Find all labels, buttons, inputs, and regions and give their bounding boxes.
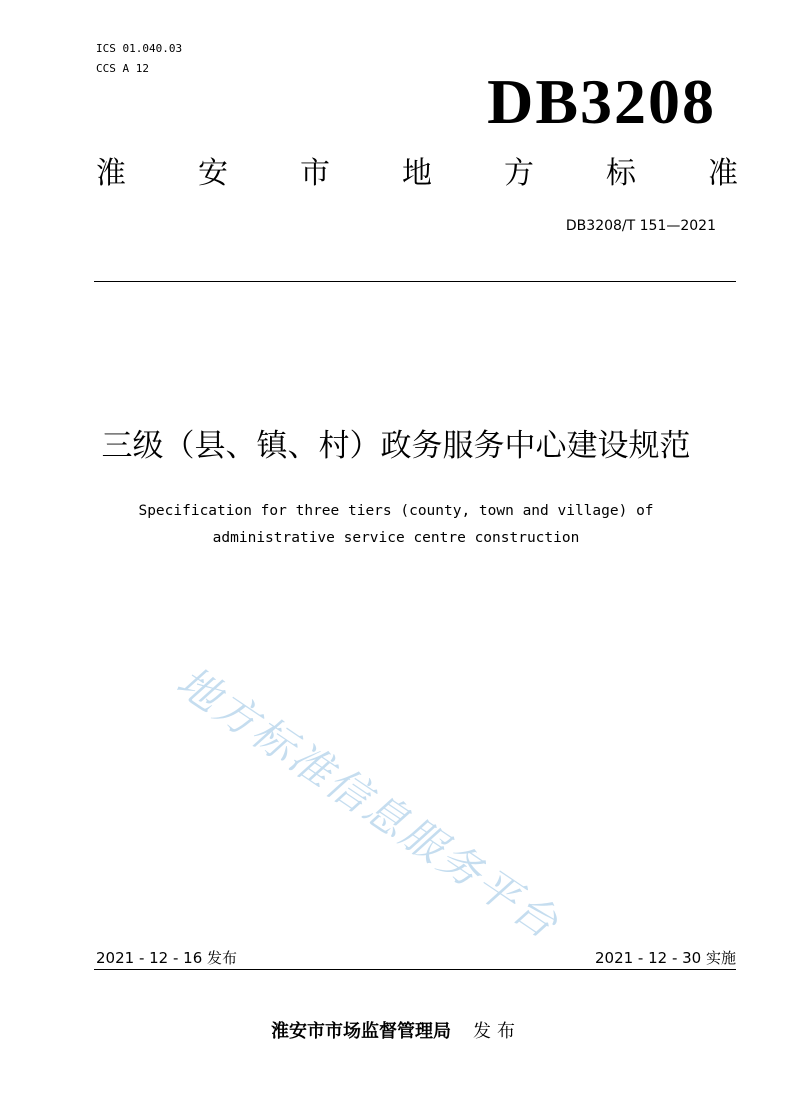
standard-type-char: 准	[708, 156, 738, 191]
issuer	[0, 1018, 792, 1046]
title-english	[0, 498, 792, 552]
standard-type	[96, 154, 738, 194]
divider-top	[94, 281, 736, 282]
issue-date: 2021 - 12 - 16 发布	[96, 949, 238, 967]
standard-type-char: 安	[198, 156, 228, 191]
divider-bottom	[94, 969, 736, 970]
standard-type-char: 方	[504, 156, 534, 191]
issuer-action: 发布	[473, 1021, 521, 1042]
title-english-line-2: administrative service centre construction	[212, 530, 580, 546]
standard-type-char: 市	[300, 156, 330, 191]
title-english-line-1: Specification for three tiers (county, town and village) of	[138, 503, 654, 519]
issuer-name: 淮安市市场监督管理局	[271, 1021, 451, 1042]
standard-type-char: 标	[606, 156, 636, 191]
standard-number: DB3208/T 151—2021	[565, 218, 716, 234]
title-chinese: 三级（县、镇、村）政务服务中心建设规范	[101, 428, 691, 464]
implementation-date: 2021 - 12 - 30 实施	[594, 949, 736, 967]
standard-type-char: 地	[402, 156, 432, 191]
standard-code-large: DB3208	[487, 66, 716, 137]
standard-type-char: 淮	[96, 156, 126, 191]
ccs-code: CCS A 12	[96, 62, 149, 75]
ics-code: ICS 01.040.03	[96, 42, 183, 55]
watermark-text: 地方标准信息服务平台	[168, 656, 569, 949]
